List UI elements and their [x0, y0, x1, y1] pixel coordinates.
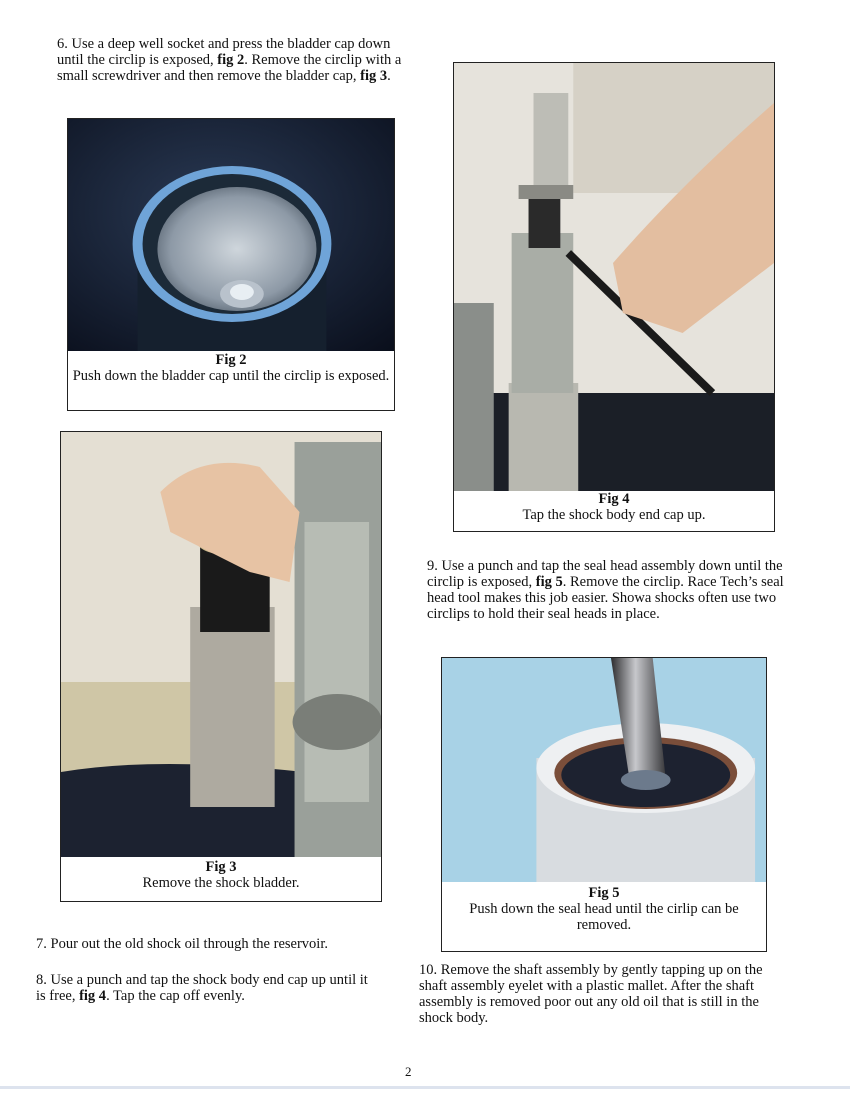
- figure-4: [453, 62, 775, 532]
- step-9-paragraph: [427, 558, 792, 622]
- figure-2-caption-block: [68, 352, 394, 410]
- figure-5-caption-block: [442, 885, 766, 951]
- figure-3-title: Fig 3: [205, 859, 237, 875]
- step-8-text-a: Use a punch and tap the shock body end cap up until it is free,: [36, 972, 368, 1004]
- step-6-text-b: . Remove the circlip with a small screwdriver and then remove the bladder cap,: [57, 52, 402, 84]
- step-6-fig-ref-b: fig 3: [360, 68, 388, 84]
- step-8-number: 8.: [36, 972, 47, 988]
- step-8-text-b: . Tap the cap off evenly.: [106, 988, 245, 1004]
- step-10-number: 10.: [419, 962, 438, 978]
- figure-5-title: Fig 5: [588, 885, 620, 901]
- scan-edge-divider: [0, 1086, 850, 1089]
- step-6-text-c: .: [387, 68, 391, 84]
- step-6-number: 6.: [57, 36, 68, 52]
- figure-5-caption: Push down the seal head until the cirlip can be removed.: [469, 901, 739, 933]
- step-9-number: 9.: [427, 558, 438, 574]
- figure-2-caption: Push down the bladder cap until the circlip is exposed.: [72, 368, 390, 384]
- step-8-fig-ref: fig 4: [79, 988, 107, 1004]
- figure-4-photo: [454, 63, 774, 491]
- figure-2: [67, 118, 395, 411]
- figure-2-photo: [68, 119, 394, 351]
- step-7-text: Pour out the old shock oil through the reservoir.: [50, 936, 328, 952]
- step-9-fig-ref: fig 5: [535, 574, 563, 590]
- figure-3: [60, 431, 382, 902]
- figure-4-caption-block: [454, 491, 774, 531]
- figure-4-title: Fig 4: [598, 491, 630, 507]
- figure-3-caption: Remove the shock bladder.: [142, 875, 300, 891]
- step-7-paragraph: [36, 936, 416, 952]
- step-6-paragraph: [57, 36, 412, 84]
- step-10-text: Remove the shaft assembly by gently tapping up on the shaft assembly eyelet with a plastic mallet. After the shaft assembly is removed poor out any old oil that is still in the shock body.: [419, 962, 763, 1026]
- figure-4-caption: Tap the shock body end cap up.: [522, 507, 706, 523]
- figure-5-photo: [442, 658, 766, 882]
- step-6-text-a: Use a deep well socket and press the bladder cap down until the circlip is exposed,: [57, 36, 391, 68]
- figure-3-caption-block: [61, 859, 381, 901]
- step-10-paragraph: [419, 962, 781, 1026]
- step-9-text-a: Use a punch and tap the seal head assembly down until the circlip is exposed,: [427, 558, 783, 590]
- figure-3-photo: [61, 432, 381, 857]
- figure-5: [441, 657, 767, 952]
- page-number: 2: [405, 1064, 412, 1079]
- step-9-text-b: . Remove the circlip. Race Tech’s seal head tool makes this job easier. Showa shocks often use two circlips to hold their seal heads in place.: [427, 574, 784, 622]
- step-6-fig-ref-a: fig 2: [217, 52, 245, 68]
- step-8-paragraph: [36, 972, 381, 1004]
- step-7-number: 7.: [36, 936, 47, 952]
- figure-2-title: Fig 2: [215, 352, 247, 368]
